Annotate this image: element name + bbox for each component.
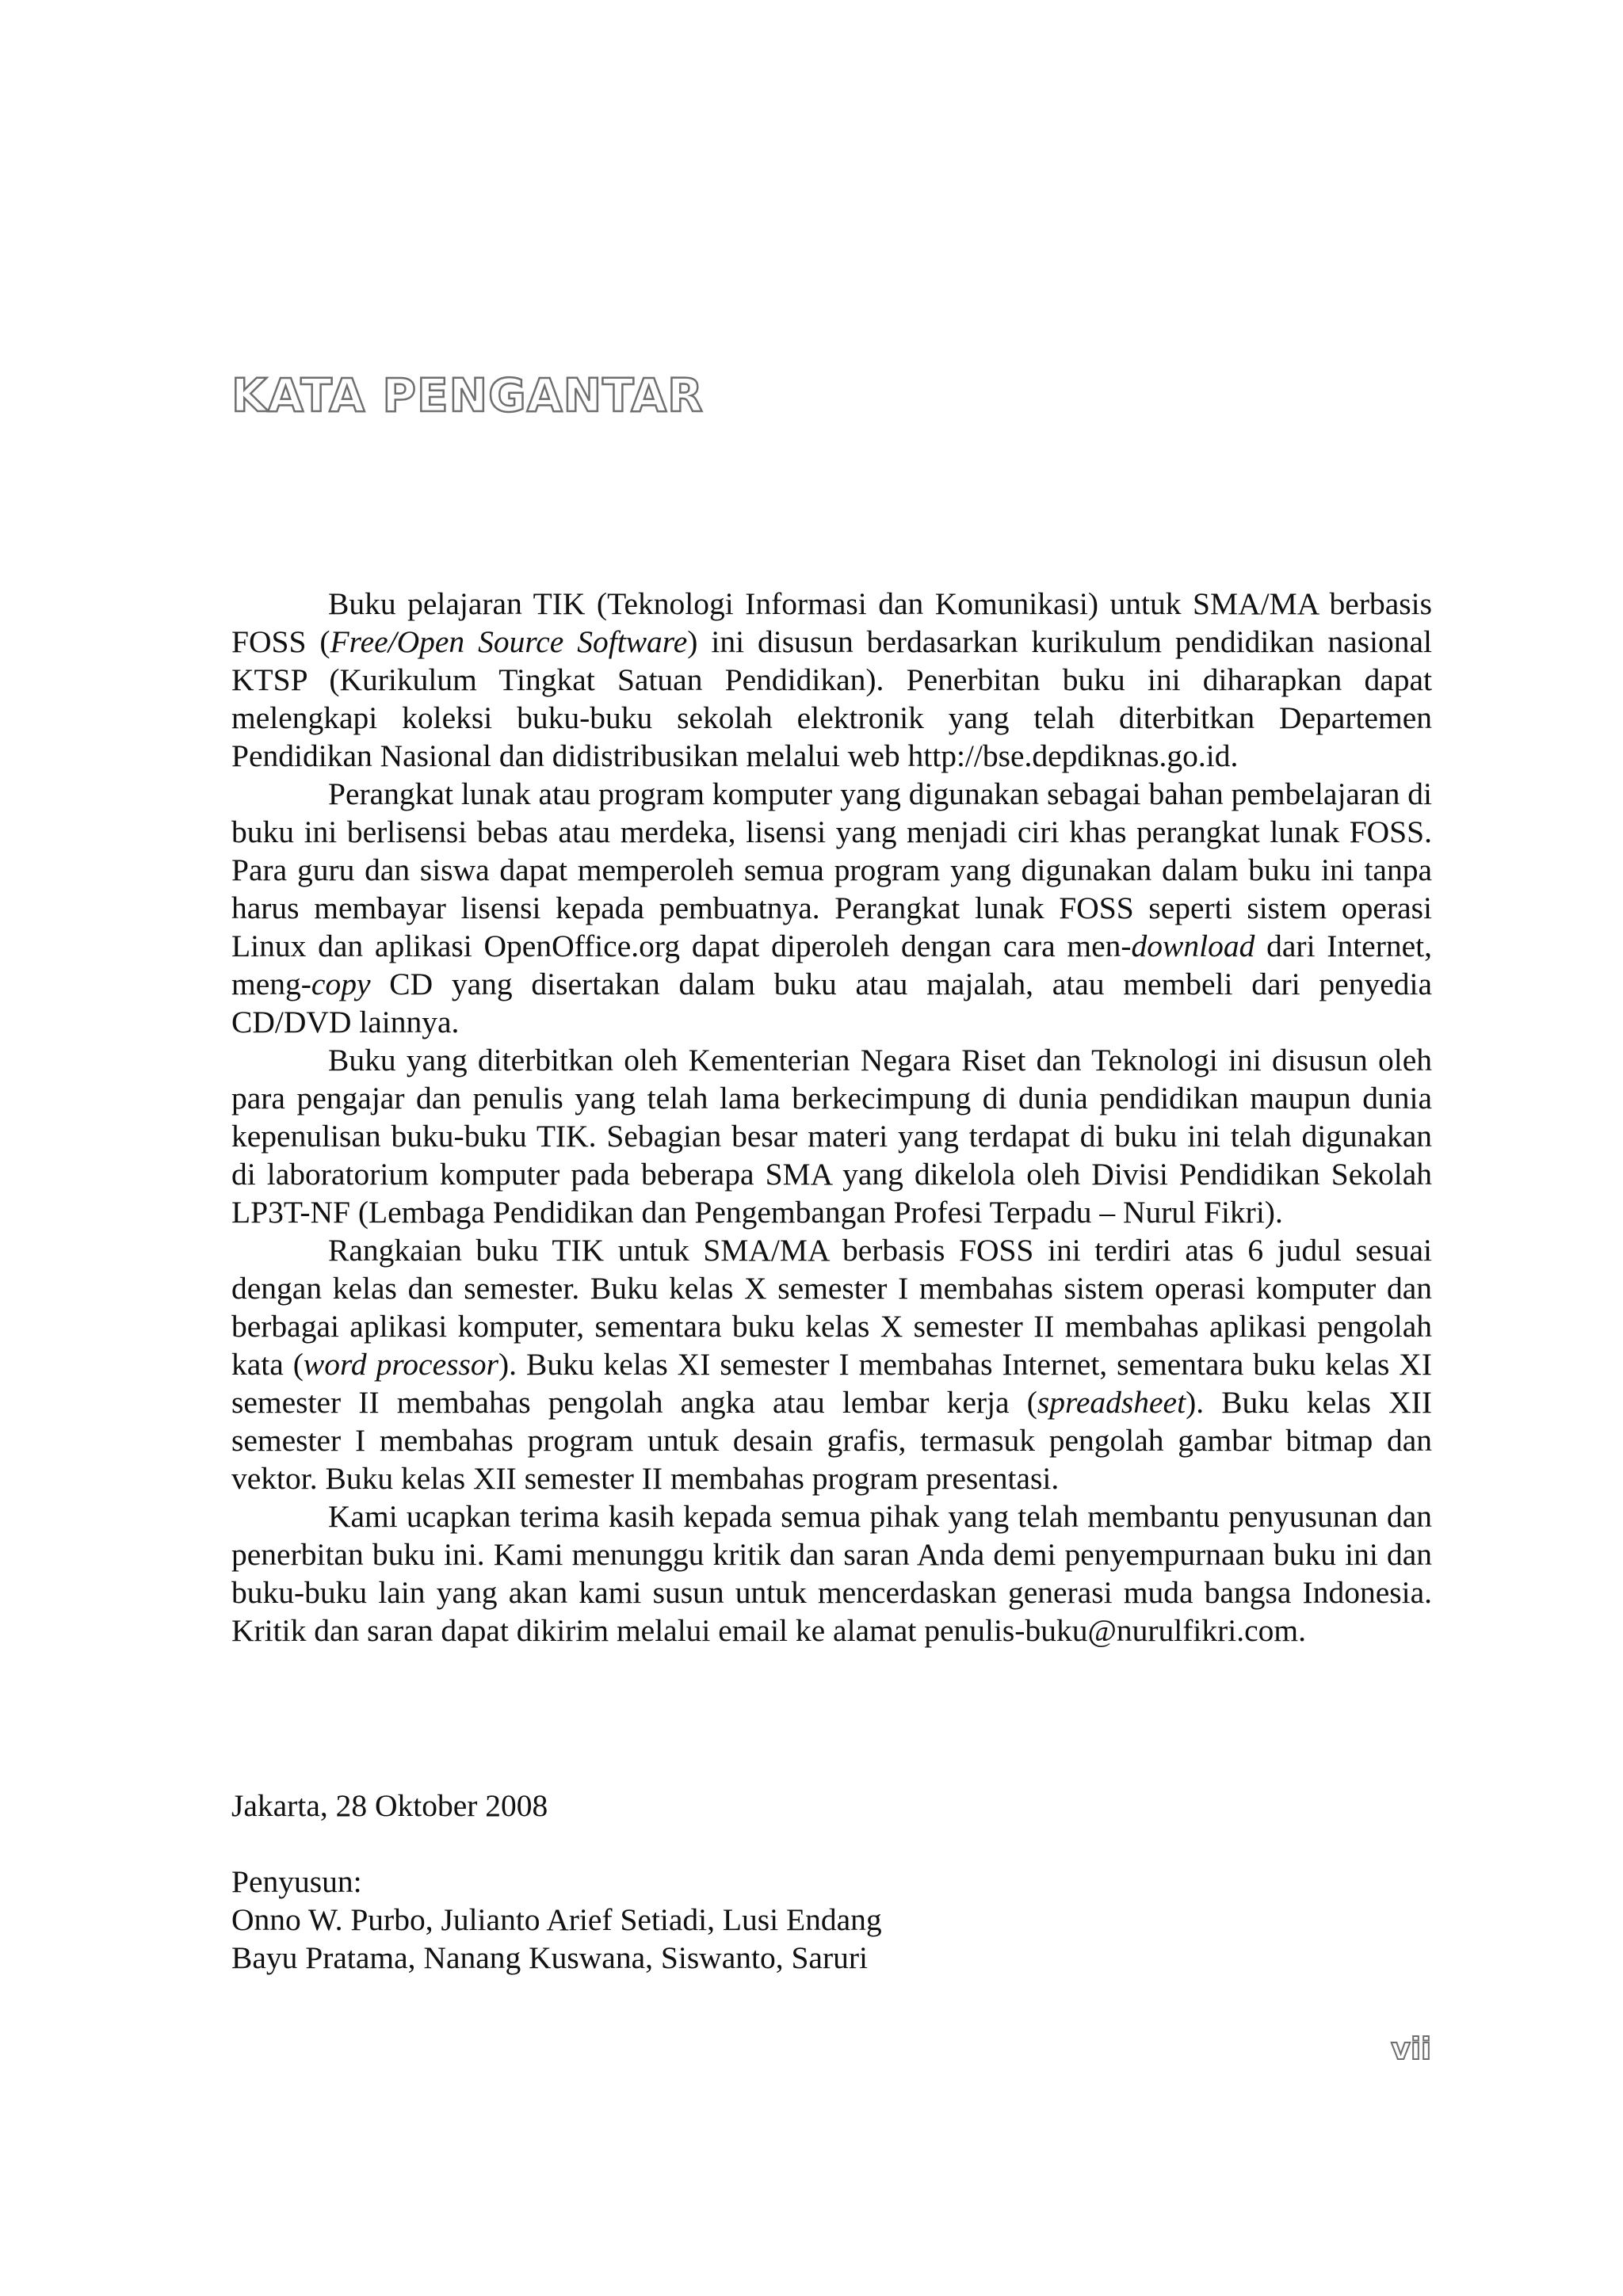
paragraph-1-text-c: ) ini disusun berdasarkan kurikulum pendidikan nasional KTSP (Kurikulum Tingkat Satuan Pendidikan). Penerbitan buku ini diharapkan dapat melengkapi koleksi buku-buku sekolah elektronik yang telah diterbitkan Departemen Pendidikan Nasional dan didistribusikan melalui web http://bse.depdiknas.go.id. [231,624,1432,773]
paragraph-3: Buku yang diterbitkan oleh Kementerian Negara Riset dan Teknologi ini disusun oleh para pengajar dan penulis yang telah lama berkecimpung di dunia pendidikan maupun dunia kepenulisan buku-buku TIK. Sebagian besar materi yang terdapat di buku ini telah digunakan di laboratorium komputer pada beberapa SMA yang dikelola oleh Divisi Pendidikan Sekolah LP3T-NF (Lembaga Pendidikan dan Pengembangan Profesi Terpadu – Nurul Fikri). [231,1043,1432,1230]
authors-line-1: Onno W. Purbo, Julianto Arief Setiadi, Lusi Endang [231,1902,882,1937]
paragraph-2-text-a: Perangkat lunak atau program komputer yang digunakan sebagai bahan pembelajaran di buku ini berlisensi bebas atau merdeka, lisensi yang menjadi ciri khas perangkat lunak FOSS. Para guru dan siswa dapat memperoleh semua program yang digunakan dalam buku ini tanpa harus membayar lisensi kepada pembuatnya. Perangkat lunak FOSS seperti sistem operasi Linux dan aplikasi OpenOffice.org dapat diperoleh dengan cara men- [231,776,1432,963]
paragraph-4-italic-spreadsheet: spreadsheet [1037,1385,1186,1420]
author-label: Penyusun: [231,1864,362,1899]
paragraph-1-italic: Free/Open Source Software [330,624,688,659]
paragraph-4-text-e: ). Buku kelas XII semester I membahas program untuk desain grafis, termasuk pengolah gambar bitmap dan vektor. Buku kelas XII semester II membahas program presentasi. [231,1385,1432,1496]
closing-block [231,1787,1432,1977]
paragraph-2-italic-copy: copy [311,967,371,1001]
paragraph-2-text-c: dari Internet, meng- [231,929,1433,1001]
paragraph-2-italic-download: download [1131,929,1255,963]
authors-line-2: Bayu Pratama, Nanang Kuswana, Siswanto, Saruri [231,1940,868,1975]
paragraph-2-text-e: CD yang disertakan dalam buku atau majalah, atau membeli dari penyedia CD/DVD lainnya. [231,967,1432,1039]
paragraph-4-text-c: ). Buku kelas XI semester I membahas Internet, sementara buku kelas XI semester II membahas pengolah angka atau lembar kerja ( [231,1347,1432,1420]
page-number: vii [1391,2031,1431,2066]
paragraph-2 [231,775,1432,1041]
paragraph-1 [231,585,1432,775]
body-text [231,585,1432,1650]
paragraph-4-italic-word-processor: word processor [303,1347,498,1382]
page-heading: KATA PENGANTAR [231,368,704,422]
paragraph-5: Kami ucapkan terima kasih kepada semua pihak yang telah membantu penyusunan dan penerbitan buku ini. Kami menunggu kritik dan saran Anda demi penyempurnaan buku ini dan buku-buku lain yang akan kami susun untuk mencerdaskan generasi muda bangsa Indonesia. Kritik dan saran dapat dikirim melalui email ke alamat penulis-buku@nurulfikri.com. [231,1499,1432,1648]
paragraph-4-text-a: Rangkaian buku TIK untuk SMA/MA berbasis FOSS ini terdiri atas 6 judul sesuai dengan kelas dan semester. Buku kelas X semester I membahas sistem operasi komputer dan berbagai aplikasi komputer, sementara buku kelas X semester II membahas aplikasi pengolah kata ( [231,1233,1432,1382]
place-date: Jakarta, 28 Oktober 2008 [231,1788,548,1823]
paragraph-4 [231,1231,1432,1497]
paragraph-1-text-a: Buku pelajaran TIK (Teknologi Informasi dan Komunikasi) untuk SMA/MA berbasis FOSS ( [231,586,1432,659]
